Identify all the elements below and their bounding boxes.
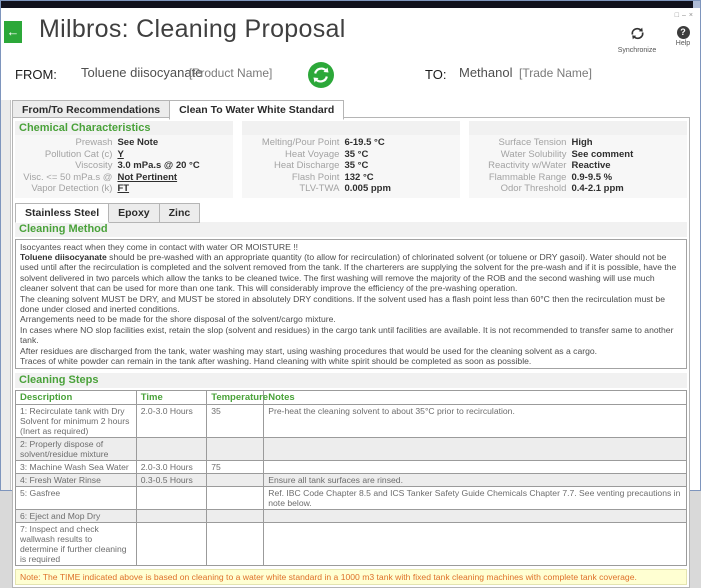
method-paragraph: Toluene diisocyanate should be pre-washed with an appropriate quantity (to allow for recirculation) of chlorinated solvent (or toluene or DRY gasoil). Water should not be used until after the recirculation is completed and the solvent removed from the tank. If the charterers are supplying the solvent for the pre-wash and if it is possible, have the solvent delivered in two parcels which allow the tanks to be cleaned twice. The first washing will remove the majority of the ROB and the second washing will use much cleaner solvent that can be used for more than one tank. This will considerably improve the efficiency of the pre-washing operation.: [20, 251, 677, 294]
step-notes: [264, 438, 687, 461]
step-time: 2.0-3.0 Hours: [136, 405, 206, 438]
method-paragraph: Arrangements need to be made for the shore disposal of the solvent/cargo mixture.: [20, 314, 336, 325]
tab-zinc[interactable]: Zinc: [159, 203, 201, 223]
back-arrow-icon: ←: [6, 24, 20, 39]
chem-property-value[interactable]: 3.0 mPa.s @ 20 °C: [117, 160, 200, 172]
step-time: [136, 487, 206, 510]
minimize-icon[interactable]: □: [674, 12, 682, 19]
window-controls: [675, 12, 696, 19]
chem-property-row: [242, 137, 460, 149]
step-temperature: [207, 523, 264, 566]
step-temperature: [207, 438, 264, 461]
col-temperature: Temperature: [207, 391, 264, 405]
to-product-name: Methanol: [459, 65, 513, 80]
step-time: 2.0-3.0 Hours: [136, 461, 206, 474]
method-paragraph: In cases where NO slop facilities exist, retain the slop (solvent and residues) in the cargo tank until facilities are available. It is not recommended to transfer same to another tank.: [20, 324, 674, 346]
to-product-type: [Trade Name]: [519, 66, 592, 80]
method-paragraph: Traces of white powder can remain in the tank after washing. Hand cleaning with white spirit should be completed as soon as possible.: [20, 355, 532, 366]
step-description: 2: Properly dispose of solvent/residue mixture: [16, 438, 137, 461]
step-description: 1: Recirculate tank with Dry Solvent for minimum 2 hours (Inert as required): [16, 405, 137, 438]
chem-property-row: [15, 183, 233, 195]
help-label: Help: [675, 40, 691, 47]
chem-property-value: See comment: [571, 148, 634, 160]
tab-epoxy[interactable]: Epoxy: [108, 203, 160, 223]
chem-property-label: Heat Voyage: [285, 148, 340, 160]
synchronize-button[interactable]: [608, 26, 666, 54]
chem-property-value[interactable]: Y: [117, 148, 124, 160]
chem-property-label: Surface Tension: [498, 137, 567, 149]
step-notes: Pre-heat the cleaning solvent to about 35°C prior to recirculation.: [264, 405, 687, 438]
step-temperature: [207, 510, 264, 523]
window-titlebar: [1, 1, 693, 8]
chem-property-row: [242, 172, 460, 184]
cleaning-step-row: [16, 405, 687, 438]
step-temperature: 75: [207, 461, 264, 474]
cleaning-step-row: [16, 474, 687, 487]
tab-content-panel: [12, 117, 690, 588]
cleaning-step-row: [16, 461, 687, 474]
tab-from-to-recommendations[interactable]: From/To Recommendations: [12, 100, 170, 120]
chem-property-row: [242, 183, 460, 195]
chem-property-label: Odor Threshold: [500, 183, 567, 195]
cleaning-steps-table: [15, 390, 687, 566]
page-title: Milbros: Cleaning Proposal: [39, 15, 346, 43]
chem-property-label: Flash Point: [291, 171, 340, 183]
from-product-name: Toluene diisocyanate: [81, 65, 203, 80]
cleaning-step-row: [16, 438, 687, 461]
cleaning-step-row: [16, 487, 687, 510]
left-gutter: [1, 100, 11, 490]
col-notes: Notes: [264, 391, 687, 405]
chem-property-value: 6-19.5 °C: [344, 137, 385, 149]
chem-property-label: Visc. <= 50 mPa.s @: [23, 171, 113, 183]
chem-property-value: Reactive: [571, 160, 611, 172]
chem-property-value: 0.9-9.5 %: [571, 171, 613, 183]
chem-property-row: [469, 183, 687, 195]
chem-property-row: [469, 137, 687, 149]
chem-property-row: [469, 172, 687, 184]
tab-clean-to-water-white-standard[interactable]: Clean To Water White Standard: [169, 100, 344, 120]
time-note: Note: The TIME indicated above is based on cleaning to a water white standard in a 1000 m3 tank with fixed tank cleaning machines with complete tank coverage.: [15, 569, 687, 585]
chem-property-label: Reactivity w/Water: [488, 160, 567, 172]
step-temperature: [207, 487, 264, 510]
help-icon: ?: [677, 26, 690, 39]
chem-property-value: 35 °C: [344, 148, 369, 160]
chem-property-label: Prewash: [75, 137, 113, 149]
step-time: 0.3-0.5 Hours: [136, 474, 206, 487]
step-description: 4: Fresh Water Rinse: [16, 474, 137, 487]
step-temperature: [207, 474, 264, 487]
from-product-type: [Product Name]: [189, 66, 273, 80]
chem-property-row: [15, 149, 233, 161]
chem-property-label: Vapor Detection (k): [31, 183, 113, 195]
chem-property-label: Water Solubility: [500, 148, 567, 160]
chem-property-row: [242, 160, 460, 172]
step-notes: Ref. IBC Code Chapter 8.5 and ICS Tanker Safety Guide Chemicals Chapter 7.7. See venting precautions in note below.: [264, 487, 687, 510]
step-time: [136, 523, 206, 566]
synchronize-label: Synchronize: [617, 47, 657, 54]
chem-band-right: [469, 121, 687, 135]
chem-property-value: 132 °C: [344, 171, 374, 183]
chem-property-row: [469, 149, 687, 161]
swap-refresh-icon[interactable]: [307, 61, 335, 89]
step-notes: Ensure all tank surfaces are rinsed.: [264, 474, 687, 487]
back-button[interactable]: [4, 21, 22, 43]
step-time: [136, 438, 206, 461]
chem-property-row: [469, 160, 687, 172]
chem-property-label: TLV-TWA: [299, 183, 340, 195]
from-label: FROM:: [15, 67, 57, 82]
chem-property-value[interactable]: Not Pertinent: [117, 171, 178, 183]
method-paragraph: The cleaning solvent MUST be DRY, and MUST be stored in absolutely DRY conditions. If the solvent used has a flash point less than 60°C then the recirculation must be done under closed and inerted conditions.: [20, 293, 665, 314]
chem-property-value: High: [571, 137, 593, 149]
cleaning-method-title: Cleaning Method: [15, 222, 687, 237]
chem-property-value: 35 °C: [344, 160, 369, 172]
restore-icon[interactable]: –: [682, 12, 689, 19]
method-paragraph: Isocyantes react when they come in contact with water OR MOISTURE !!: [20, 241, 298, 252]
chem-property-value[interactable]: See Note: [117, 137, 159, 149]
cleaning-steps-title: Cleaning Steps: [15, 373, 687, 388]
chem-property-label: Viscosity: [75, 160, 113, 172]
chemical-characteristics-title: Chemical Characteristics: [15, 121, 233, 135]
method-paragraph: After residues are discharged from the tank, water washing may start, using washing procedures that would be used for the cleaning solvent as a cargo.: [20, 345, 598, 356]
chem-property-value: 0.4-2.1 ppm: [571, 183, 624, 195]
chem-property-row: [15, 137, 233, 149]
cleaning-method-text: [15, 239, 687, 370]
cleaning-step-row: [16, 523, 687, 566]
chem-property-row: [15, 160, 233, 172]
step-temperature: 35: [207, 405, 264, 438]
step-notes: [264, 510, 687, 523]
chem-property-value[interactable]: FT: [117, 183, 130, 195]
close-icon[interactable]: ×: [688, 12, 696, 19]
to-label: TO:: [425, 67, 447, 82]
chem-property-label: Pollution Cat (c): [44, 148, 113, 160]
chemical-characteristics-section: [15, 121, 687, 198]
step-time: [136, 510, 206, 523]
coating-tab-bar: [15, 203, 687, 223]
help-button[interactable]: [666, 26, 700, 47]
chem-band-middle: [242, 121, 460, 135]
col-time: Time: [136, 391, 206, 405]
step-description: 6: Eject and Mop Dry: [16, 510, 137, 523]
step-notes: [264, 461, 687, 474]
chem-property-label: Flammable Range: [488, 171, 567, 183]
steps-header-row: [16, 391, 687, 405]
step-notes: [264, 523, 687, 566]
col-description: Description: [16, 391, 137, 405]
step-description: 3: Machine Wash Sea Water: [16, 461, 137, 474]
tab-stainless-steel[interactable]: Stainless Steel: [15, 203, 109, 223]
chem-property-label: Heat Discharge: [273, 160, 340, 172]
chem-property-row: [15, 172, 233, 184]
cleaning-step-row: [16, 510, 687, 523]
chem-property-value: 0.005 ppm: [344, 183, 391, 195]
chem-property-row: [242, 149, 460, 161]
step-description: 5: Gasfree: [16, 487, 137, 510]
chem-property-label: Melting/Pour Point: [261, 137, 340, 149]
synchronize-icon: [629, 26, 646, 41]
window-titlebar-end: [693, 1, 700, 8]
step-description: 7: Inspect and check wallwash results to determine if further cleaning is required: [16, 523, 137, 566]
